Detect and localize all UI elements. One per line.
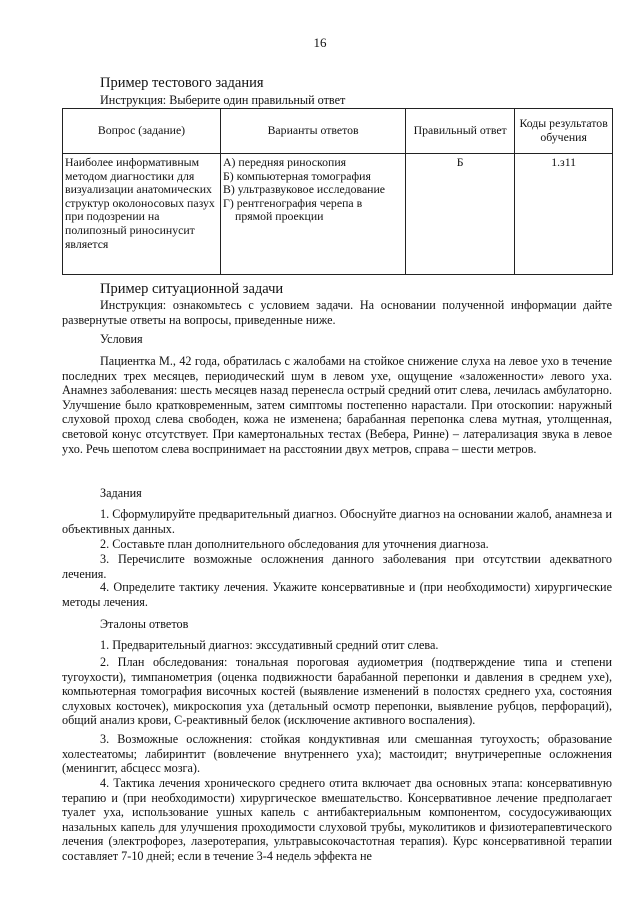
option-v: В) ультразвуковое исследование [223, 182, 386, 197]
task-1: 1. Сформулируйте предварительный диагноз. Обоснуйте диагноз на основании жалоб, анамнеза и объективных данных. [62, 507, 612, 536]
code-cell: 1.з11 [515, 154, 613, 275]
test-example-title: Пример тестового задания [100, 75, 264, 91]
test-example-instruction: Инструкция: Выберите один правильный ответ [100, 93, 346, 107]
options-cell [221, 154, 406, 275]
situational-title: Пример ситуационной задачи [100, 281, 284, 297]
conditions-text: Пациентка М., 42 года, обратилась с жалобами на стойкое снижение слуха на левое ухо в течение последних трех месяцев, периодический шум в левом ухе, ощущение «заложенности» левого уха. Анамнез заболевания: шесть месяцев назад перенесла острый средний отит слева, лечилась амбулаторно. Улучшение было кратковременным, затем симптомы постепенно нарастали. При отоскопии: наружный слуховой проход слева свободен, кожа не изменена; барабанная перепонка слева мутная, утолщенная, световой конус отсутствует. При камертональных тестах (Вебера, Ринне) – латерализация звука в левое ухо. Речь шепотом слева воспринимает на расстоянии двух метров, справа – шести метров. [62, 354, 612, 456]
header-question: Вопрос (задание) [63, 109, 221, 154]
header-correct-answer: Правильный ответ [406, 109, 515, 154]
question-cell: Наиболее информативным методом диагностики для визуализации анатомических структур околоносовых пазух при подозрении на полипозный риносинусит является [63, 154, 221, 275]
test-table [62, 108, 613, 275]
answer-3: 3. Возможные осложнения: стойкая кондуктивная или смешанная тугоухость; образование холестеатомы; лабиринтит (вовлечение внутреннего уха); мастоидит; внутричерепные осложнения (менингит, абсцесс мозга). [62, 732, 612, 776]
page-number: 16 [313, 35, 327, 50]
task-4: 4. Определите тактику лечения. Укажите консервативные и (при необходимости) хирургические методы лечения. [62, 580, 612, 609]
correct-answer-cell: Б [406, 154, 515, 275]
table-row [63, 154, 613, 275]
conditions-label: Условия [100, 332, 143, 346]
answer-4: 4. Тактика лечения хронического среднего отита включает два основных этапа: консервативную терапию и (при необходимости) хирургическое вмешательство. Консервативное лечение предполагает туалет уха, использование ушных капель с антибактериальным компонентом, сосудосуживающих назальных капель для улучшения проходимости слуховой трубы, муколитиков и физиотерапевтического лечения (электрофорез, лазеротерапия, ультравысокочастотная терапия). Курс консервативной терапии составляет 7-10 дней; если в течение 3-4 недель эффекта не [62, 776, 612, 863]
situational-instruction: Инструкция: ознакомьтесь с условием задачи. На основании полученной информации дайте развернутые ответы на вопросы, приведенные ниже. [62, 298, 612, 327]
answers-label: Эталоны ответов [100, 617, 189, 631]
header-codes: Коды результатов обучения [515, 109, 613, 154]
task-3: 3. Перечислите возможные осложнения данного заболевания при отсутствии адекватного лечения. [62, 552, 612, 581]
option-g-continued: прямой проекции [235, 209, 324, 224]
answer-2: 2. План обследования: тональная пороговая аудиометрия (подтверждение типа и степени тугоухости), тимпанометрия (оценка подвижности барабанной перепонки и давления в среднем ухе), компьютерная томография височных костей (выявление изменений в полостях среднего уха, состояния слуховых косточек), микроскопия уха (детальный осмотр перепонки, выявление рубцов, перфораций), общий анализ крови, С-реактивный белок (исключение активного воспаления). [62, 655, 612, 728]
table-header-row [63, 109, 613, 154]
task-2: 2. Составьте план дополнительного обследования для уточнения диагноза. [100, 537, 489, 551]
answer-1: 1. Предварительный диагноз: экссудативный средний отит слева. [100, 638, 439, 652]
tasks-label: Задания [100, 486, 142, 500]
option-a: А) передняя риноскопия [223, 155, 347, 169]
option-g: Г) рентгенография черепа в [223, 195, 363, 210]
option-b: Б) компьютерная томография [223, 168, 371, 183]
header-options: Варианты ответов [221, 109, 406, 154]
